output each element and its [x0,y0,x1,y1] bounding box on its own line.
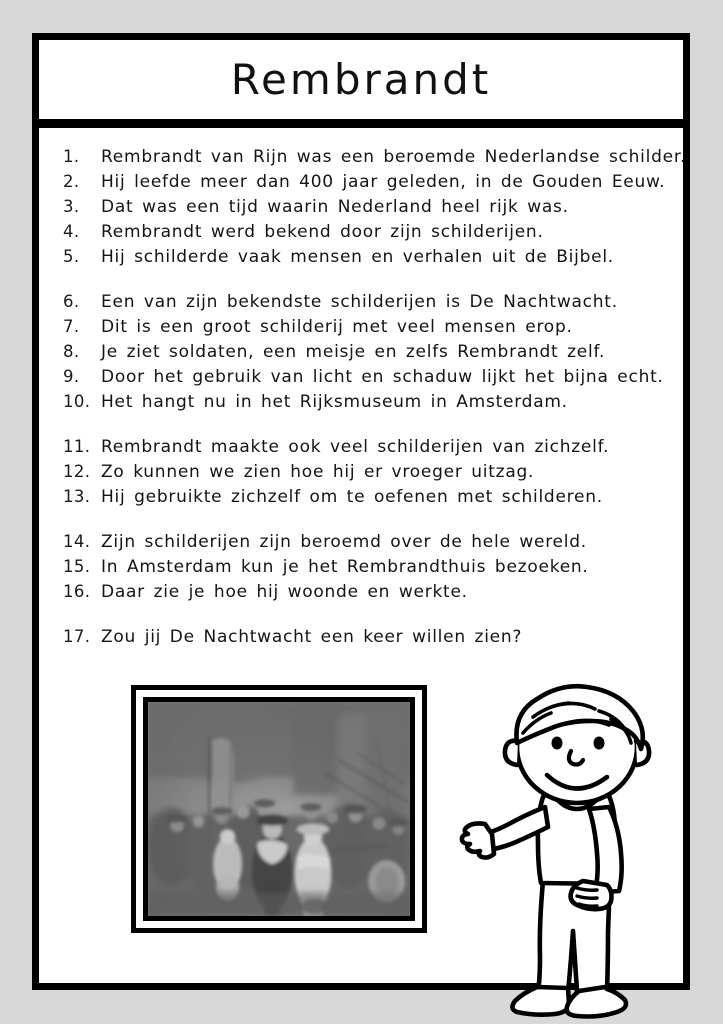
sentence-text: Daar zie je hoe hij woonde en werkte. [101,582,468,602]
sentence-number: 16. [63,582,91,601]
sentence-number: 17. [63,627,91,646]
sentence-text: Dit is een groot schilderij met veel mensen erop. [101,317,573,337]
sentence-text: Je ziet soldaten, een meisje en zelfs Rembrandt zelf. [101,342,606,362]
sentence-text: Het hangt nu in het Rijksmuseum in Amsterdam. [101,392,568,412]
sentence-number: 7. [63,317,80,336]
sentence-text: Hij gebruikte zichzelf om te oefenen met schilderen. [101,487,603,507]
sentence-row [63,289,663,314]
sentence-row [63,529,663,554]
sentence-row [63,554,663,579]
sentence-row [63,314,663,339]
artwork-inner-frame [143,697,415,921]
sentence-number: 15. [63,557,91,576]
sentence-row [63,244,663,269]
sentence-text: Zo kunnen we zien hoe hij er vroeger uitzag. [101,462,535,482]
title-band [39,40,683,128]
sentence-text: Hij schilderde vaak mensen en verhalen uit de Bijbel. [101,247,614,267]
sentence-group [63,529,663,604]
sentence-list [63,144,687,649]
boy-pointing-hand [462,823,494,857]
sentence-group [63,144,687,269]
pointing-boy-illustration [459,685,675,1015]
sentence-row [63,579,663,604]
boy-shoe-left [512,987,569,1015]
sentence-text: Dat was een tijd waarin Nederland heel rijk was. [101,197,569,217]
sentence-number: 12. [63,462,91,481]
sentence-number: 14. [63,532,91,551]
sentence-text: Zou jij De Nachtwacht een keer willen zien? [101,627,523,647]
sentence-text: Door het gebruik van licht en schaduw lijkt het bijna echt. [101,367,664,387]
sentence-number: 1. [63,147,80,166]
sentence-row [63,389,663,414]
sentence-row [63,339,663,364]
sentence-number: 13. [63,487,91,506]
sentence-number: 4. [63,222,80,241]
sentence-number: 6. [63,292,80,311]
sentence-text: Rembrandt maakte ook veel schilderijen van zichzelf. [101,437,610,457]
sentence-number: 2. [63,172,80,191]
sentence-group [63,289,663,414]
sentence-text: Hij leefde meer dan 400 jaar geleden, in de Gouden Eeuw. [101,172,666,192]
sentence-group [63,624,663,649]
sentence-row [63,169,666,194]
sentence-row [63,459,663,484]
de-nachtwacht-figure [131,685,427,933]
sentence-text: Rembrandt werd bekend door zijn schilderijen. [101,222,544,242]
sentence-number: 5. [63,247,80,266]
worksheet-page [32,33,690,990]
boy-shoe-right [567,987,626,1017]
sentence-group [63,434,663,509]
sentence-row [63,194,663,219]
sentence-text: Rembrandt van Rijn was een beroemde Nederlandse schilder. [101,147,687,167]
sentence-number: 9. [63,367,80,386]
sentence-number: 3. [63,197,80,216]
boy-eye-right [594,737,605,750]
sentence-text: In Amsterdam kun je het Rembrandthuis bezoeken. [101,557,589,577]
sentence-number: 8. [63,342,80,361]
sentence-row [63,364,663,389]
sentence-text: Een van zijn bekendste schilderijen is De Nachtwacht. [101,292,618,312]
sentence-row [63,144,687,169]
page-title: Rembrandt [230,55,492,104]
sentence-number: 10. [63,392,91,411]
sentence-row [63,484,663,509]
sentence-row [63,624,663,649]
sentence-number: 11. [63,437,91,456]
sentence-row [63,434,663,459]
sentence-row [63,219,663,244]
de-nachtwacht-painting [148,702,410,916]
sentence-text: Zijn schilderijen zijn beroemd over de hele wereld. [101,532,587,552]
boy-eye-left [552,737,563,750]
